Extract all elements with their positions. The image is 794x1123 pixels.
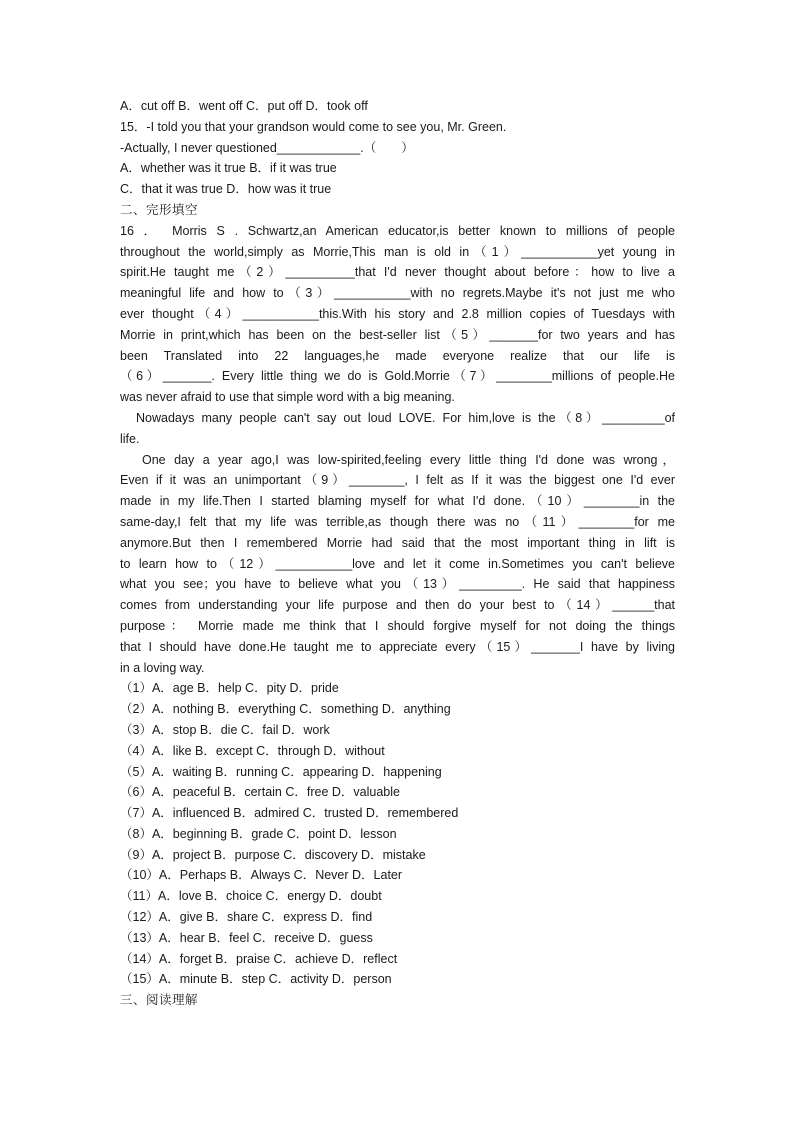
passage-line: been Translated into 22 languages,he made everyone realize that our life is (120, 348, 675, 363)
option-row: （6）A．peaceful B．certain C．free D．valuable (120, 785, 400, 800)
q15-options-cd: C．that it was true D．how was it true (120, 182, 332, 197)
passage-line: comes from understanding your life purpose and then do your best to（14）______that (120, 598, 675, 613)
section-reading-title: 三、阅读理解 (120, 993, 199, 1008)
option-row: （7）A．influenced B．admired C．trusted D．remembered (120, 806, 459, 821)
passage-line: throughout the world,simply as Morrie,This man is old in（1）___________yet young in (120, 244, 675, 259)
option-row: （12）A．give B．share C．express D．find (120, 910, 373, 925)
option-row: （13）A．hear B．feel C．receive D．guess (120, 930, 373, 945)
option-row: （8）A．beginning B．grade C．point D．lesson (120, 826, 397, 841)
option-row: （10）A．Perhaps B．Always C．Never D．Later (120, 868, 403, 883)
passage-line: to learn how to（12）___________love and let it come in.Sometimes you can't believe (120, 556, 675, 571)
option-row: （15）A．minute B．step C．activity D．person (120, 972, 392, 987)
option-row: （4）A．like B．except C．through D．without (120, 743, 385, 758)
exam-page (120, 96, 675, 1011)
option-row: （3）A．stop B．die C．fail D．work (120, 722, 330, 737)
option-row: （1）A．age B．help C．pity D．pride (120, 681, 339, 696)
passage-line: Morrie in print,which has been on the best-seller list（5）_______for two years and has (120, 327, 675, 342)
passage-line: purpose： Morrie made me think that I should forgive myself for not doing the things (120, 618, 675, 633)
passage-line: that I should have done.He taught me to appreciate every（15）_______I have by living (120, 639, 675, 654)
passage-line: life. (120, 431, 140, 446)
option-row: （9）A．project B．purpose C．discovery D．mistake (120, 847, 426, 862)
passage-line: anymore.But then I remembered Morrie had said that the most important thing in lift is (120, 535, 675, 550)
passage-line: ever thought（4）___________this.With his story and 2.8 million copies of Tuesdays with (120, 306, 675, 321)
passage-line: in a loving way. (120, 660, 205, 675)
passage-line: Nowadays many people can't say out loud LOVE. For him,love is the（8）_________of (136, 410, 675, 425)
passage-line: （6）_______. Every little thing we do is Gold.Morrie（7）________millions of people.He (120, 369, 675, 384)
q15-options-ab: A．whether was it true B．if it was true (120, 161, 337, 176)
passage-line: spirit.He taught me（2）__________that I'd never thought about before：how to live a (120, 265, 675, 280)
option-row: （11）A．love B．choice C．energy D．doubt (120, 889, 382, 904)
passage-line: One day a year ago,I was low-spirited,feeling every little thing I'd done was wrong， (142, 452, 675, 467)
passage-line: meaningful life and how to（3）___________with no regrets.Maybe it's not just me who (120, 286, 675, 301)
q14-options: A．cut off B．went off C．put off D．took off (120, 99, 368, 113)
q15-reply: -Actually, I never questioned____________.（ ） (120, 140, 414, 155)
section-cloze-title: 二、完形填空 (120, 202, 199, 217)
option-row: （14）A．forget B．praise C．achieve D．reflect (120, 951, 398, 966)
option-row: （5）A．waiting B．running C．appearing D．happening (120, 764, 442, 779)
passage-line: was never afraid to use that simple word with a big meaning. (120, 390, 455, 405)
option-row: （2）A．nothing B．everything C．something D．anything (120, 702, 451, 717)
passage-line: Even if it was an unimportant（9）________, I felt as If it was the biggest one I'd ever (120, 473, 675, 488)
passage-line: what you see；you have to believe what you（13）_________. He said that happiness (120, 577, 675, 592)
passage-line: 16 ． Morris S . Schwartz,an American educator,is better known to millions of people (120, 223, 675, 238)
passage-line: same-day,I felt that my life was terrible,as though there was no（11）________for me (120, 514, 675, 529)
passage-line: made in my life.Then I started blaming myself for what I'd done.（10）________in the (120, 494, 675, 509)
q15-stem: 15．-I told you that your grandson would come to see you, Mr. Green. (120, 119, 507, 134)
